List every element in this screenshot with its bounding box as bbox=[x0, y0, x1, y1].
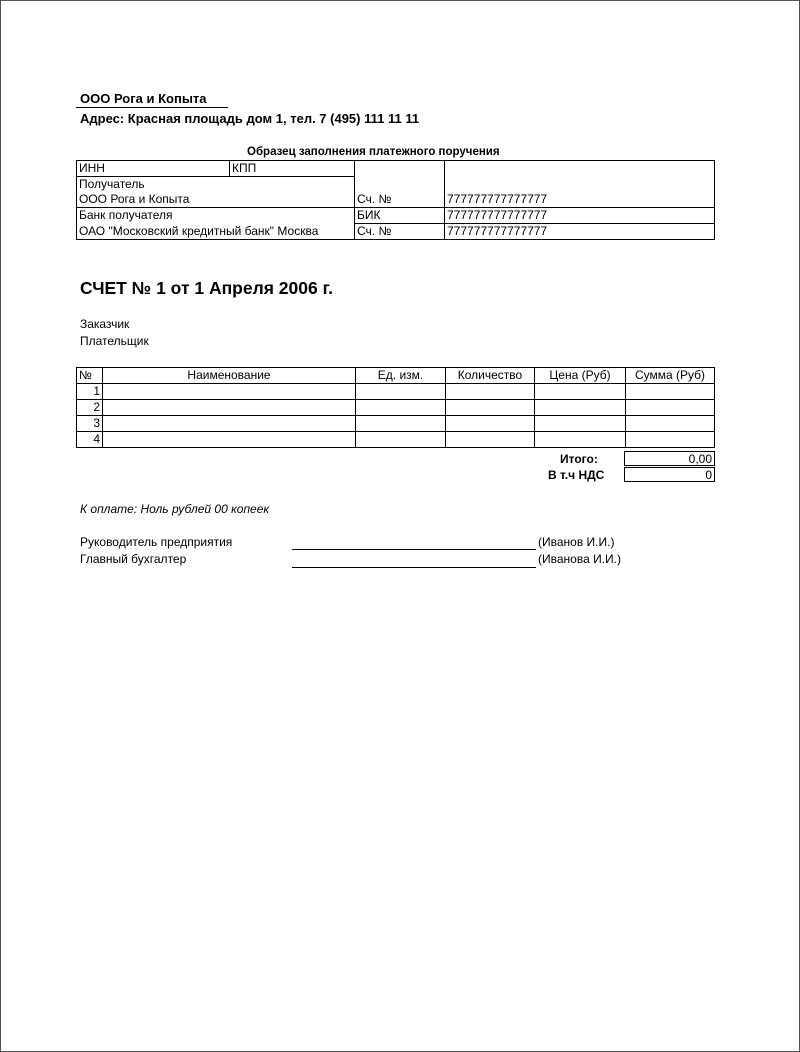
column-header-sum: Сумма (Руб) bbox=[626, 368, 715, 384]
payer-label: Плательщик bbox=[80, 334, 149, 348]
customer-label: Заказчик bbox=[80, 317, 130, 331]
empty-cell bbox=[445, 177, 715, 193]
payment-sample-title: Образец заполнения платежного поручения bbox=[247, 146, 500, 158]
sum-cell bbox=[626, 400, 715, 416]
sum-cell bbox=[626, 384, 715, 400]
item-name-cell bbox=[103, 416, 356, 432]
empty-cell bbox=[355, 161, 445, 177]
row-number: 4 bbox=[77, 432, 103, 448]
inn-label: ИНН bbox=[77, 161, 230, 177]
director-name: (Иванов И.И.) bbox=[538, 535, 615, 549]
director-signature-line bbox=[292, 549, 536, 550]
sum-cell bbox=[626, 432, 715, 448]
total-value: 0,00 bbox=[624, 451, 715, 466]
quantity-cell bbox=[446, 416, 535, 432]
accountant-signature-line bbox=[292, 567, 536, 568]
table-row bbox=[77, 416, 715, 432]
unit-cell bbox=[356, 416, 446, 432]
row-number: 3 bbox=[77, 416, 103, 432]
corr-account-value: 777777777777777 bbox=[445, 224, 715, 240]
bik-value: 777777777777777 bbox=[445, 208, 715, 224]
empty-cell bbox=[355, 177, 445, 193]
quantity-cell bbox=[446, 400, 535, 416]
price-cell bbox=[535, 416, 626, 432]
table-row bbox=[77, 432, 715, 448]
corr-account-label: Сч. № bbox=[355, 224, 445, 240]
item-name-cell bbox=[103, 384, 356, 400]
invoice-title: СЧЕТ № 1 от 1 Апреля 2006 г. bbox=[80, 278, 333, 298]
row-number: 2 bbox=[77, 400, 103, 416]
recipient-name: ООО Рога и Копыта bbox=[77, 192, 355, 208]
director-label: Руководитель предприятия bbox=[80, 535, 233, 549]
company-address: Адрес: Красная площадь дом 1, тел. 7 (495) 111 11 11 bbox=[80, 111, 420, 126]
kpp-label: КПП bbox=[230, 161, 355, 177]
quantity-cell bbox=[446, 432, 535, 448]
table-row bbox=[77, 400, 715, 416]
bank-label: Банк получателя bbox=[77, 208, 355, 224]
company-underline bbox=[76, 107, 228, 108]
row-number: 1 bbox=[77, 384, 103, 400]
account-value: 777777777777777 bbox=[445, 192, 715, 208]
table-row bbox=[77, 384, 715, 400]
accountant-label: Главный бухгалтер bbox=[80, 552, 187, 566]
bank-details-table bbox=[76, 160, 715, 240]
item-name-cell bbox=[103, 432, 356, 448]
unit-cell bbox=[356, 384, 446, 400]
unit-cell bbox=[356, 400, 446, 416]
column-header-price: Цена (Руб) bbox=[535, 368, 626, 384]
sum-cell bbox=[626, 416, 715, 432]
column-header-unit: Ед. изм. bbox=[356, 368, 446, 384]
column-header-name: Наименование bbox=[103, 368, 356, 384]
unit-cell bbox=[356, 432, 446, 448]
empty-cell bbox=[445, 161, 715, 177]
items-table bbox=[76, 367, 715, 448]
quantity-cell bbox=[446, 384, 535, 400]
price-cell bbox=[535, 400, 626, 416]
total-label: Итого: bbox=[560, 452, 598, 466]
bank-name: ОАО "Московский кредитный банк" Москва bbox=[77, 224, 355, 240]
company-name: ООО Рога и Копыта bbox=[80, 91, 207, 106]
account-label: Сч. № bbox=[355, 192, 445, 208]
item-name-cell bbox=[103, 400, 356, 416]
vat-label: В т.ч НДС bbox=[548, 468, 605, 482]
price-cell bbox=[535, 384, 626, 400]
bik-label: БИК bbox=[355, 208, 445, 224]
accountant-name: (Иванова И.И.) bbox=[538, 552, 621, 566]
recipient-label: Получатель bbox=[77, 177, 355, 193]
column-header-number: № bbox=[77, 368, 103, 384]
price-cell bbox=[535, 432, 626, 448]
vat-value: 0 bbox=[624, 467, 715, 482]
amount-in-words: К оплате: Ноль рублей 00 копеек bbox=[80, 502, 270, 516]
column-header-quantity: Количество bbox=[446, 368, 535, 384]
